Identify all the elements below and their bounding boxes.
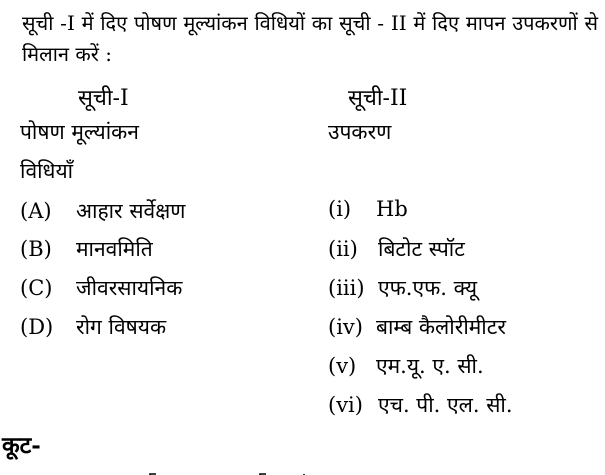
list1-item-marker: (C) [20,276,53,300]
list2-item [328,391,513,419]
list1-item-text: आहार सर्वेक्षण [76,199,186,223]
list2-item [328,352,484,380]
list2-subheading: उपकरण [328,120,392,144]
koot-label: कूट- [2,432,41,459]
list2-item [328,197,408,221]
list1-item-text: मानवमिति [76,237,153,261]
list1-item [20,313,166,341]
list2-item-marker: (iii) [328,276,365,300]
list1-item-text: जीवरसायनिक [76,276,183,300]
list1-subheading: पोषण मूल्यांकन [20,120,139,144]
list2-heading: सूची-II [348,86,408,111]
list2-item-text: बाम्ब कैलोरीमीटर [376,315,506,339]
question-text: सूची -I में दिए पोषण मूल्यांकन विधियों का सूची - II में दिए मापन उपकरणों से मिलान करें : [22,11,598,66]
list1-heading: सूची-I [78,86,129,111]
list2-item-text: एम.यू. ए. सी. [376,354,484,378]
list2-item-text: बिटोट स्पॉट [378,237,465,261]
list2-item-text: एफ.एफ. क्यू [378,276,478,300]
list2-item-marker: (ii) [328,237,358,261]
list2-item [328,313,506,341]
cropped-answer-line [80,466,320,475]
list2-item-marker: (v) [328,354,357,378]
list1-item [20,235,153,263]
list1-item-marker: (D) [20,315,54,339]
list1-item-marker: (B) [20,237,52,261]
list1-item-marker: (A) [20,199,52,223]
list2-item-text: Hb [376,197,408,221]
list1-item [20,197,185,225]
list1-subheading-2: विधियाँ [20,159,74,183]
list1-item [20,274,182,302]
list2-item [328,235,465,263]
list1-item-text: रोग विषयक [76,315,167,339]
list2-item-marker: (vi) [328,393,363,417]
list2-item-marker: (iv) [328,315,363,339]
list2-item [328,274,477,302]
list2-item-text: एच. पी. एल. सी. [378,393,513,417]
list2-item-marker: (i) [328,197,352,221]
